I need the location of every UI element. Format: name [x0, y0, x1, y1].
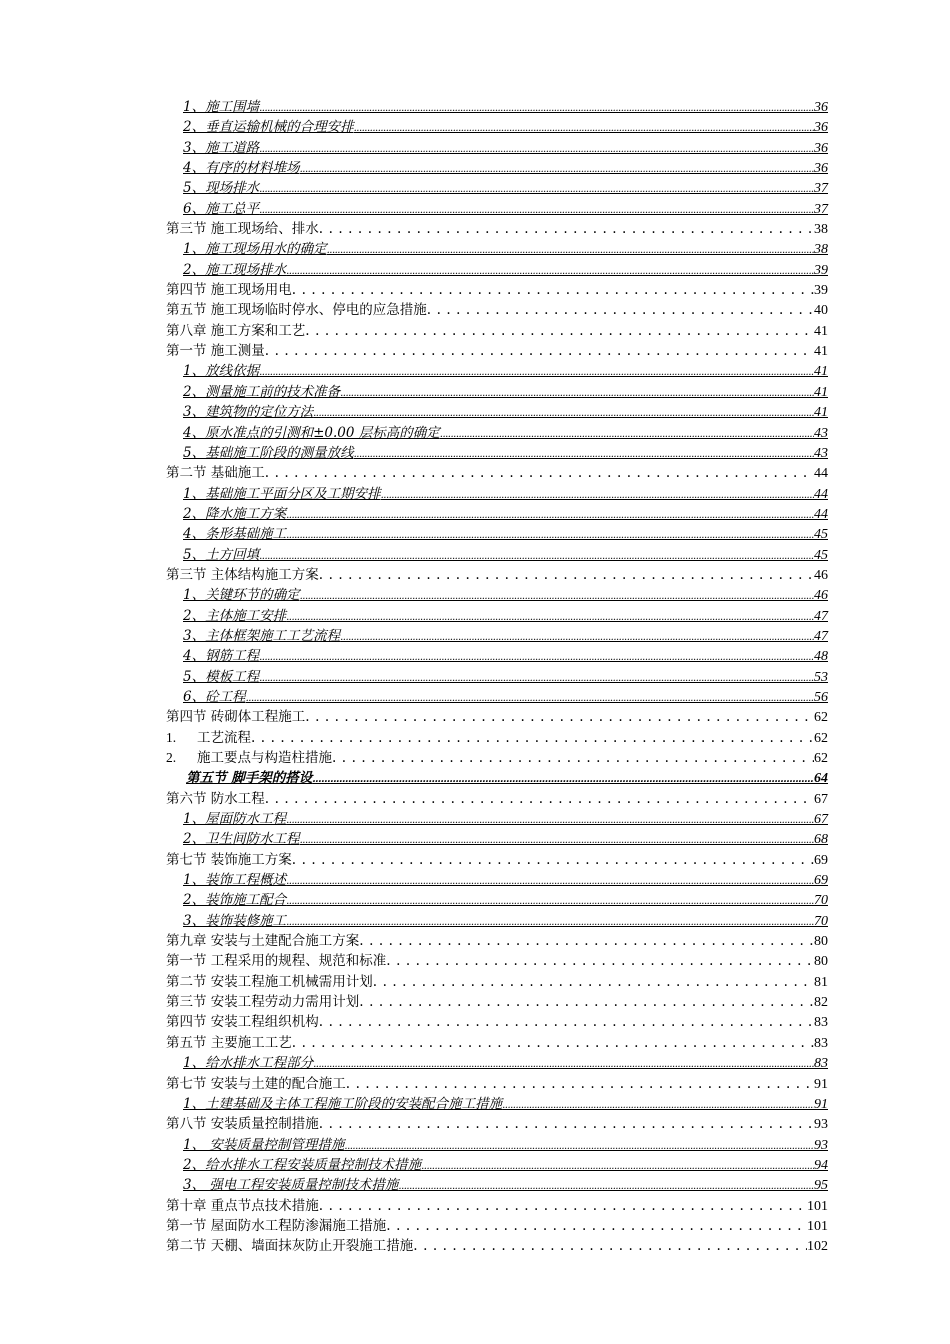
toc-leader-dots: [354, 117, 814, 139]
toc-leader-dots: [259, 138, 814, 160]
toc-leader-dots: [259, 178, 814, 200]
toc-leader-dots: [340, 382, 814, 404]
toc-entry-page-number: 53: [814, 669, 828, 685]
toc-entry-title: 5、土方回填: [183, 546, 260, 563]
toc-entry-number: 1.: [166, 729, 177, 745]
toc-leader-dots: [286, 870, 814, 892]
toc-leader-dots: [340, 626, 814, 648]
toc-leader-dots: [359, 992, 814, 1012]
toc-entry-title: 5、基础施工阶段的测量放线: [183, 444, 354, 461]
toc-entry-page-number: 43: [814, 425, 828, 441]
toc-entry-title: 4、条形基础施工: [183, 526, 287, 543]
toc-entry-title: 6、砼工程: [183, 688, 246, 705]
toc-leader-dots: [386, 951, 814, 971]
toc-entry-page-number: 38: [814, 222, 828, 238]
toc-entry-page-number: 45: [814, 547, 828, 563]
toc-entry-title: 3、主体框架施工工艺流程: [183, 627, 341, 644]
toc-entry-title: 1、装饰工程概述: [183, 872, 287, 889]
toc-entry[interactable]: [166, 911, 828, 931]
toc-entry-page-number: 37: [814, 201, 828, 217]
toc-entry[interactable]: [166, 443, 828, 463]
toc-leader-dots: [300, 829, 814, 851]
toc-entry-title: 1、土建基础及主体工程施工阶段的安装配合施工措施: [183, 1095, 503, 1112]
toc-entry-title: 5、模板工程: [183, 668, 260, 685]
toc-leader-dots: [265, 341, 814, 361]
toc-entry[interactable]: [166, 545, 828, 565]
toc-entry-page-number: 44: [814, 506, 828, 522]
toc-leader-dots: [286, 524, 814, 546]
toc-entry-title: 第八节 安装质量控制措施: [166, 1116, 319, 1133]
toc-entry[interactable]: [166, 239, 828, 259]
toc-entry-title: 第三节 安装工程劳动力需用计划: [166, 994, 360, 1011]
toc-leader-dots: [319, 565, 814, 585]
toc-leader-dots: [286, 260, 814, 282]
toc-entry-page-number: 83: [814, 1015, 828, 1031]
toc-entry[interactable]: [166, 199, 828, 219]
toc-entry-title: 1、施工现场用水的确定: [183, 241, 327, 258]
toc-leader-dots: [386, 1216, 807, 1236]
toc-entry-page-number: 36: [814, 100, 828, 115]
toc-entry-page-number: 70: [814, 893, 828, 909]
toc-entry[interactable]: [166, 606, 828, 626]
toc-entry-page-number: 39: [814, 283, 828, 299]
toc-entry[interactable]: [166, 585, 828, 605]
toc-leader-dots: [259, 361, 814, 383]
toc-entry[interactable]: [166, 1216, 828, 1236]
toc-entry[interactable]: [166, 646, 828, 666]
toc-entry-title: 2、垂直运输机械的合理安排: [183, 119, 354, 136]
toc-entry[interactable]: [166, 768, 828, 788]
toc-entry-page-number: 41: [814, 364, 828, 380]
toc-entry-title: [166, 748, 332, 768]
toc-entry[interactable]: [166, 1236, 828, 1256]
toc-leader-dots: [398, 1175, 814, 1197]
toc-entry-label: 工艺流程: [197, 729, 251, 746]
toc-leader-dots: [286, 911, 814, 933]
toc-entry[interactable]: [166, 97, 828, 117]
toc-entry-page-number: 41: [814, 405, 828, 421]
toc-entry-title: 第十章 重点节点技术措施: [166, 1197, 319, 1214]
toc-leader-dots: [300, 585, 814, 607]
toc-entry[interactable]: [166, 158, 828, 178]
toc-leader-dots: [259, 667, 814, 689]
toc-leader-dots: [292, 280, 814, 300]
toc-leader-dots: [319, 1012, 814, 1032]
toc-entry-page-number: 36: [814, 140, 828, 156]
toc-entry-page-number: 91: [814, 1076, 828, 1092]
toc-entry-page-number: 82: [814, 995, 828, 1011]
toc-entry[interactable]: [166, 423, 828, 443]
toc-entry-page-number: 67: [814, 812, 828, 828]
toc-entry-title: 3、建筑物的定位方法: [183, 404, 314, 421]
toc-entry-page-number: 56: [814, 689, 828, 705]
toc-entry[interactable]: [166, 117, 828, 137]
toc-entry-page-number: 102: [807, 1239, 828, 1255]
toc-entry-title: 2、卫生间防水工程: [183, 831, 300, 848]
toc-leader-dots: [421, 1155, 814, 1177]
toc-entry-page-number: 83: [814, 1056, 828, 1072]
toc-entry-title: 5、现场排水: [183, 180, 260, 197]
toc-entry[interactable]: [166, 504, 828, 524]
toc-entry-title: 4、有序的材料堆场: [183, 160, 300, 177]
toc-entry[interactable]: [166, 626, 828, 646]
toc-leader-dots: [259, 545, 814, 567]
toc-leader-dots: [413, 1236, 807, 1256]
toc-entry[interactable]: [166, 728, 828, 748]
toc-leader-dots: [300, 158, 814, 180]
toc-entry[interactable]: [166, 829, 828, 849]
toc-entry[interactable]: [166, 138, 828, 158]
toc-entry-title: 第六节 防水工程: [166, 790, 265, 807]
toc-entry[interactable]: [166, 870, 828, 890]
toc-leader-dots: [286, 504, 814, 526]
toc-entry-title: 第五节 脚手架的搭设: [186, 770, 313, 787]
toc-entry-title: 2、给水排水工程安装质量控制技术措施: [183, 1156, 422, 1173]
toc-entry[interactable]: [166, 1175, 828, 1195]
toc-leader-dots: [319, 1114, 814, 1134]
toc-entry-title: 第一节 屋面防水工程防渗漏施工措施: [166, 1217, 387, 1234]
toc-entry-page-number: 43: [814, 445, 828, 461]
toc-entry[interactable]: [166, 524, 828, 544]
toc-entry-label: 施工要点与构造柱措施: [197, 750, 332, 766]
toc-entry[interactable]: [166, 1094, 828, 1114]
toc-entry-page-number: 80: [814, 954, 828, 970]
toc-entry[interactable]: [166, 890, 828, 910]
toc-entry[interactable]: [166, 667, 828, 687]
toc-leader-dots: [292, 1033, 814, 1053]
toc-entry-page-number: 39: [814, 262, 828, 278]
toc-entry[interactable]: [166, 687, 828, 707]
toc-entry-page-number: 80: [814, 934, 828, 950]
toc-entry[interactable]: [166, 1114, 828, 1134]
toc-entry[interactable]: [166, 321, 828, 341]
toc-entry-page-number: 91: [814, 1096, 828, 1112]
toc-leader-dots: [327, 239, 814, 261]
toc-entry[interactable]: [166, 1074, 828, 1094]
toc-leader-dots: [427, 300, 814, 320]
toc-leader-dots: [259, 646, 814, 668]
toc-entry-title: 1、屋面防水工程: [183, 811, 287, 828]
toc-leader-dots: [440, 423, 814, 445]
toc-leader-dots: [313, 402, 814, 424]
toc-entry-page-number: 36: [814, 161, 828, 177]
toc-entry-title: 第七节 安装与土建的配合施工: [166, 1075, 346, 1092]
toc-leader-dots: [286, 606, 814, 628]
toc-entry-title: 第七节 装饰施工方案: [166, 851, 292, 868]
toc-entry-title: 1、给水排水工程部分: [183, 1055, 314, 1072]
toc-leader-dots: [319, 1196, 807, 1216]
toc-entry-title: 4、原水准点的引测和±0.00 层标高的确定: [183, 424, 440, 441]
toc-entry-number: 2.: [166, 750, 177, 765]
toc-entry[interactable]: [166, 300, 828, 320]
toc-leader-dots: [319, 219, 814, 239]
toc-entry-page-number: 41: [814, 384, 828, 400]
toc-leader-dots: [332, 748, 814, 768]
toc-entry-page-number: 67: [814, 791, 828, 807]
toc-entry-page-number: 62: [814, 730, 828, 746]
toc-entry-page-number: 95: [814, 1178, 828, 1194]
toc-entry-page-number: 93: [814, 1137, 828, 1153]
toc-entry-title: 2、测量施工前的技术准备: [183, 383, 341, 400]
toc-entry-page-number: 101: [807, 1198, 828, 1214]
toc-entry-page-number: 62: [814, 751, 828, 766]
toc-entry-page-number: 46: [814, 567, 828, 583]
toc-entry-title: 2、降水施工方案: [183, 505, 287, 522]
toc-entry-title: 第九章 安装与土建配合施工方案: [166, 933, 360, 950]
toc-entry-page-number: 93: [814, 1117, 828, 1133]
toc-entry-title: [166, 728, 251, 748]
toc-leader-dots: [251, 728, 814, 748]
toc-leader-dots: [305, 321, 814, 341]
toc-entry-title: 4、钢筋工程: [183, 648, 260, 665]
toc-entry-title: 第八章 施工方案和工艺: [166, 322, 306, 339]
toc-entry[interactable]: [166, 565, 828, 585]
toc-entry-page-number: 44: [814, 486, 828, 502]
toc-entry-title: 第四节 安装工程组织机构: [166, 1014, 319, 1031]
toc-entry-title: 第二节 安装工程施工机械需用计划: [166, 973, 373, 990]
toc-entry[interactable]: [166, 972, 828, 992]
toc-entry-title: 第二节 基础施工: [166, 465, 265, 482]
toc-entry[interactable]: [166, 484, 828, 504]
toc-entry-page-number: 41: [814, 323, 828, 339]
toc-entry[interactable]: [166, 280, 828, 300]
toc-leader-dots: [312, 768, 814, 790]
toc-entry-page-number: 68: [814, 832, 828, 848]
toc-entry-title: 1、关键环节的确定: [183, 587, 300, 604]
toc-entry-title: 第三节 主体结构施工方案: [166, 566, 319, 583]
toc-entry-title: 第一节 工程采用的规程、规范和标准: [166, 953, 387, 970]
toc-entry[interactable]: [166, 931, 828, 951]
toc-entry-page-number: 41: [814, 344, 828, 360]
toc-entry-title: 第五节 主要施工工艺: [166, 1034, 292, 1051]
toc-entry[interactable]: [166, 402, 828, 422]
toc-entry[interactable]: [166, 1033, 828, 1053]
toc-entry-page-number: 44: [814, 466, 828, 482]
toc-entry[interactable]: [166, 1135, 828, 1155]
table-of-contents: [166, 97, 828, 1257]
toc-entry-page-number: 101: [807, 1218, 828, 1234]
toc-entry-page-number: 69: [814, 852, 828, 868]
toc-leader-dots: [292, 850, 814, 870]
toc-entry-page-number: 69: [814, 873, 828, 889]
toc-entry-title: 第五节 施工现场临时停水、停电的应急措施: [166, 302, 427, 319]
toc-leader-dots: [246, 687, 814, 709]
toc-entry-title: 第二节 天棚、墙面抹灰防止开裂施工措施: [166, 1238, 414, 1255]
toc-entry[interactable]: [166, 463, 828, 483]
toc-leader-dots: [265, 463, 814, 483]
toc-leader-dots: [373, 972, 814, 992]
toc-entry-title: 2、主体施工安排: [183, 607, 287, 624]
toc-entry-page-number: 81: [814, 974, 828, 990]
toc-entry-page-number: 37: [814, 181, 828, 197]
toc-entry[interactable]: [166, 951, 828, 971]
toc-entry[interactable]: [166, 1012, 828, 1032]
toc-entry[interactable]: [166, 789, 828, 809]
toc-entry[interactable]: [166, 707, 828, 727]
toc-entry[interactable]: [166, 361, 828, 381]
toc-leader-dots: [265, 789, 814, 809]
toc-leader-dots: [259, 97, 814, 119]
toc-leader-dots: [502, 1094, 814, 1116]
toc-entry[interactable]: [166, 850, 828, 870]
toc-entry-page-number: 45: [814, 527, 828, 543]
toc-entry-title: 第一节 施工测量: [166, 343, 265, 360]
toc-entry-title: 6、施工总平: [183, 200, 260, 217]
toc-entry[interactable]: [166, 809, 828, 829]
toc-entry-title: 2、装饰施工配合: [183, 892, 287, 909]
toc-leader-dots: [381, 484, 814, 506]
toc-entry-title: 第四节 施工现场用电: [166, 282, 292, 299]
toc-entry-page-number: 47: [814, 608, 828, 624]
toc-entry-page-number: 38: [814, 242, 828, 258]
toc-entry-page-number: 70: [814, 913, 828, 929]
toc-leader-dots: [344, 1135, 814, 1157]
toc-entry-title: 1、施工围墙: [183, 99, 260, 115]
toc-entry-page-number: 62: [814, 710, 828, 726]
toc-entry-page-number: 40: [814, 303, 828, 319]
toc-entry[interactable]: [166, 178, 828, 198]
toc-entry[interactable]: [166, 382, 828, 402]
toc-entry-title: 第三节 施工现场给、排水: [166, 221, 319, 238]
toc-leader-dots: [286, 809, 814, 831]
toc-leader-dots: [286, 890, 814, 912]
toc-entry-page-number: 47: [814, 628, 828, 644]
toc-entry-title: 1、放线依据: [183, 363, 260, 380]
toc-entry[interactable]: [166, 219, 828, 239]
toc-leader-dots: [259, 199, 814, 221]
toc-entry-title: 1、 安装质量控制管理措施: [183, 1136, 345, 1153]
toc-entry-title: 第四节 砖砌体工程施工: [166, 709, 306, 726]
toc-entry-title: 3、 强电工程安装质量控制技术措施: [183, 1177, 399, 1194]
toc-entry[interactable]: [166, 341, 828, 361]
toc-entry[interactable]: [166, 992, 828, 1012]
toc-leader-dots: [359, 931, 814, 951]
toc-entry[interactable]: [166, 260, 828, 280]
toc-leader-dots: [313, 1053, 814, 1075]
toc-entry-page-number: 83: [814, 1035, 828, 1051]
toc-entry-page-number: 94: [814, 1157, 828, 1173]
toc-leader-dots: [354, 443, 814, 465]
toc-entry[interactable]: [166, 748, 828, 768]
toc-entry-title: 3、装饰装修施工: [183, 912, 287, 929]
toc-entry[interactable]: [166, 1155, 828, 1175]
toc-entry-page-number: 46: [814, 588, 828, 604]
toc-leader-dots: [305, 707, 814, 727]
toc-entry-title: 2、施工现场排水: [183, 261, 287, 278]
toc-entry-page-number: 64: [814, 771, 828, 787]
toc-entry-page-number: 36: [814, 120, 828, 136]
toc-leader-dots: [346, 1074, 814, 1094]
toc-entry-title: 1、基础施工平面分区及工期安排: [183, 485, 381, 502]
toc-entry-page-number: 48: [814, 649, 828, 665]
toc-entry[interactable]: [166, 1196, 828, 1216]
toc-entry-title: 3、施工道路: [183, 139, 260, 156]
toc-entry[interactable]: [166, 1053, 828, 1073]
